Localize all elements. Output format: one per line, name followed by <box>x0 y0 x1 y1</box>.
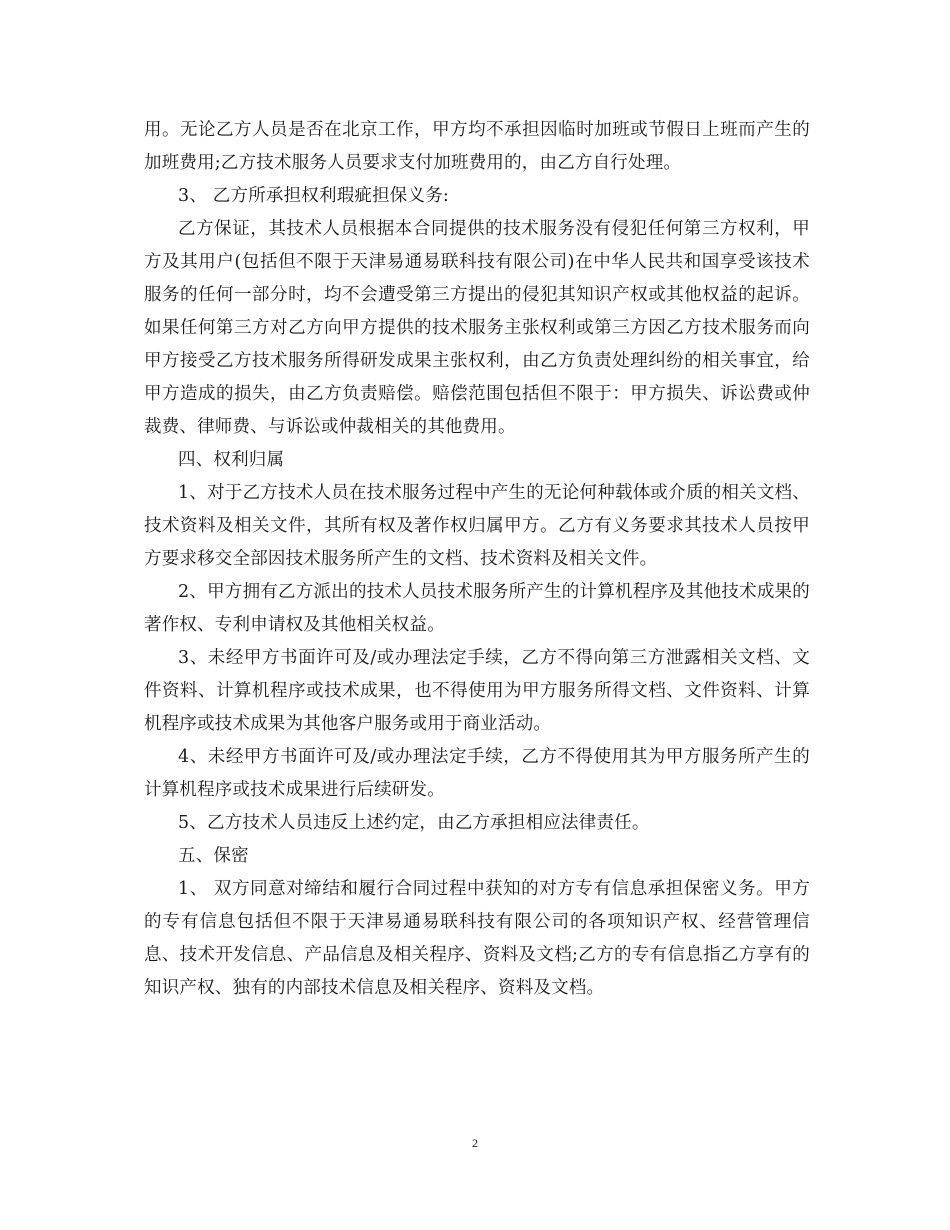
paragraph-rights-2: 2、甲方拥有乙方派出的技术人员技术服务所产生的计算机程序及其他技术成果的著作权、专利申请权及其他相关权益。 <box>144 582 810 635</box>
paragraph-rights-3: 3、未经甲方书面许可及/或办理法定手续，乙方不得向第三方泄露相关文档、文件资料、计算机程序或技术成果，也不得使用为甲方服务所得文档、文件资料、计算机程序或技术成果为其他客户服务或用于商业活动。 <box>144 648 810 734</box>
paragraph-rights-4: 4、未经甲方书面许可及/或办理法定手续，乙方不得使用其为甲方服务所产生的计算机程序或技术成果进行后续研发。 <box>144 747 810 800</box>
page-number: 2 <box>472 1136 478 1150</box>
document-body <box>144 114 810 1005</box>
paragraph-overtime-continuation: 用。无论乙方人员是否在北京工作，甲方均不承担因临时加班或节假日上班而产生的加班费用;乙方技术服务人员要求支付加班费用的，由乙方自行处理。 <box>144 120 810 173</box>
paragraph-warranty-heading: 3、 乙方所承担权利瑕疵担保义务: <box>178 186 449 206</box>
paragraph-rights-5: 5、乙方技术人员违反上述约定，由乙方承担相应法律责任。 <box>178 813 650 833</box>
paragraph-warranty-body: 乙方保证，其技术人员根据本合同提供的技术服务没有侵犯任何第三方权利，甲方及其用户(包括但不限于天津易通易联科技有限公司)在中华人民共和国享受该技术服务的任何一部分时，均不会遭受第三方提出的侵犯其知识产权或其他权益的起诉。如果任何第三方对乙方向甲方提供的技术服务主张权利或第三方因乙方技术服务而向甲方接受乙方技术服务所得研发成果主张权利，由乙方负责处理纠纷的相关事宜，给甲方造成的损失，由乙方负责赔偿。赔偿范围包括但不限于：甲方损失、诉讼费或仲裁费、律师费、与诉讼或仲裁相关的其他费用。 <box>144 219 810 437</box>
paragraph-confidentiality-1: 1、 双方同意对缔结和履行合同过程中获知的对方专有信息承担保密义务。甲方的专有信息包括但不限于天津易通易联科技有限公司的各项知识产权、经营管理信息、技术开发信息、产品信息及相关程序、资料及文档;乙方的专有信息指乙方享有的知识产权、独有的内部技术信息及相关程序、资料及文档。 <box>144 879 810 998</box>
section-heading-rights: 四、权利归属 <box>178 450 285 470</box>
section-heading-confidentiality: 五、保密 <box>178 846 249 866</box>
paragraph-rights-1: 1、对于乙方技术人员在技术服务过程中产生的无论何种载体或介质的相关文档、技术资料及相关文件，其所有权及著作权归属甲方。乙方有义务要求其技术人员按甲方要求移交全部因技术服务所产生的文档、技术资料及相关文件。 <box>144 483 810 569</box>
